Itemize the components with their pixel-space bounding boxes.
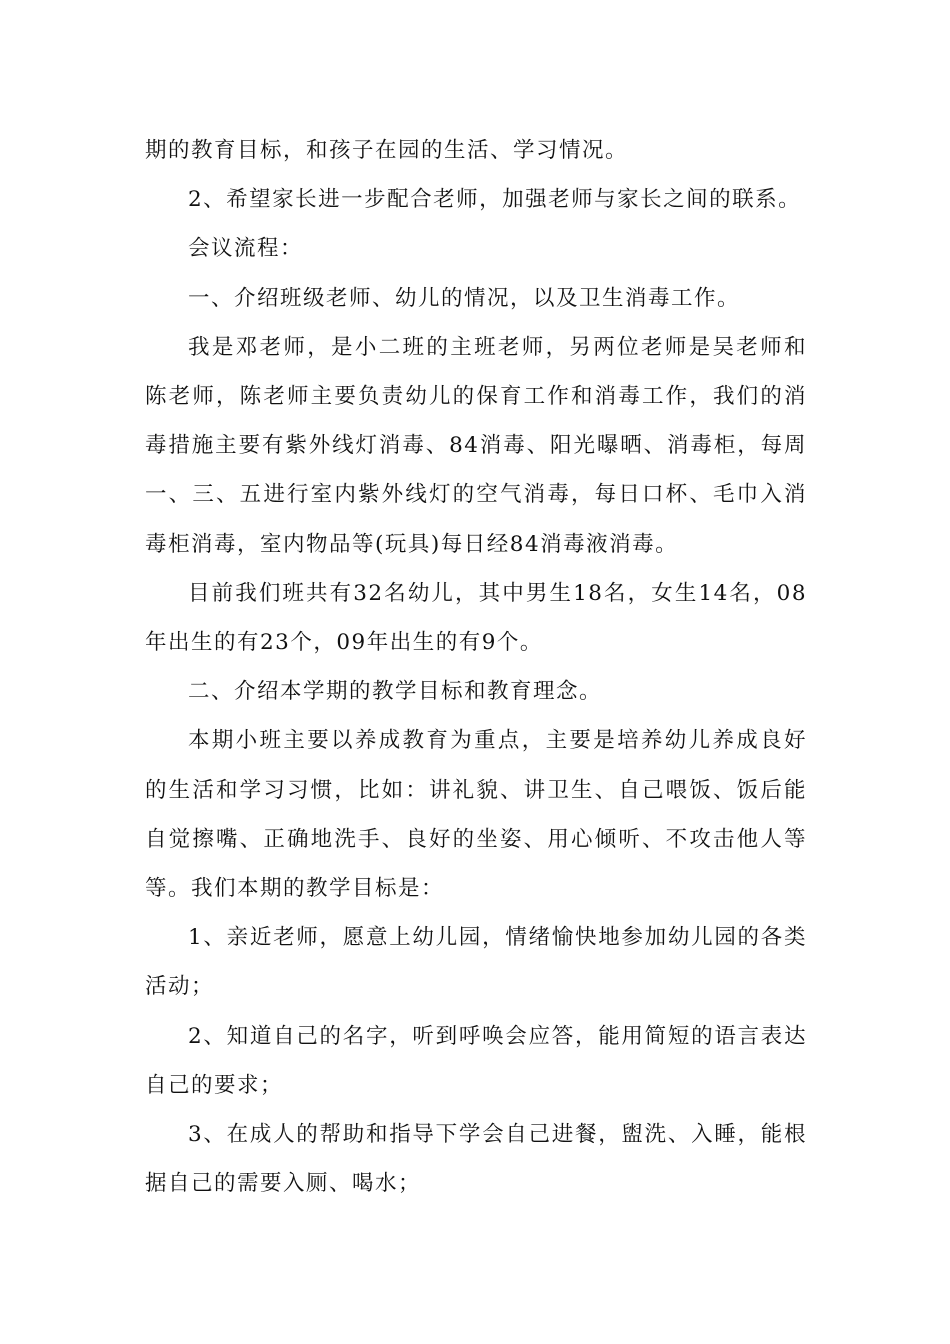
paragraph-meeting-process: 会议流程： <box>188 236 304 262</box>
paragraph-section-one-heading: 一、介绍班级老师、幼儿的情况，以及卫生消毒工作。 <box>188 285 741 311</box>
paragraph-section-two-heading: 二、介绍本学期的教学目标和教育理念。 <box>188 679 603 705</box>
paragraph-goal-two: 2、知道自己的名字，听到呼唤会应答，能用简短的语言表达自己的要求； <box>145 1023 807 1098</box>
paragraph-goal-three: 3、在成人的帮助和指导下学会自己进餐，盥洗、入睡，能根据自己的需要入厕、喝水； <box>145 1122 807 1197</box>
paragraph-goal-one: 1、亲近老师，愿意上幼儿园，情绪愉快地参加幼儿园的各类活动； <box>145 925 807 1000</box>
paragraph-continuation: 期的教育目标，和孩子在园的生活、学习情况。 <box>145 138 629 163</box>
paragraph-hope-parents: 2、希望家长进一步配合老师，加强老师与家长之间的联系。 <box>188 187 802 213</box>
paragraph-teachers-disinfection: 我是邓老师，是小二班的主班老师，另两位老师是吴老师和陈老师，陈老师主要负责幼儿的保育工作和消毒工作，我们的消毒措施主要有紫外线灯消毒、84消毒、阳光曝晒、消毒柜，每周一、三、五进行室内紫外线灯的空气消毒，每日口杯、毛巾入消毒柜消毒，室内物品等(玩具)每日经84消毒液消毒。 <box>145 334 807 557</box>
paragraph-teaching-focus: 本期小班主要以养成教育为重点，主要是培养幼儿养成良好的生活和学习习惯，比如：讲礼貌、讲卫生、自己喂饭、饭后能自觉擦嘴、正确地洗手、良好的坐姿、用心倾听、不攻击他人等等。我们本期的教学目标是： <box>145 728 807 902</box>
document-body <box>145 126 807 1208</box>
paragraph-class-count: 目前我们班共有32名幼儿，其中男生18名，女生14名，08年出生的有23个，09年出生的有9个。 <box>145 580 807 656</box>
